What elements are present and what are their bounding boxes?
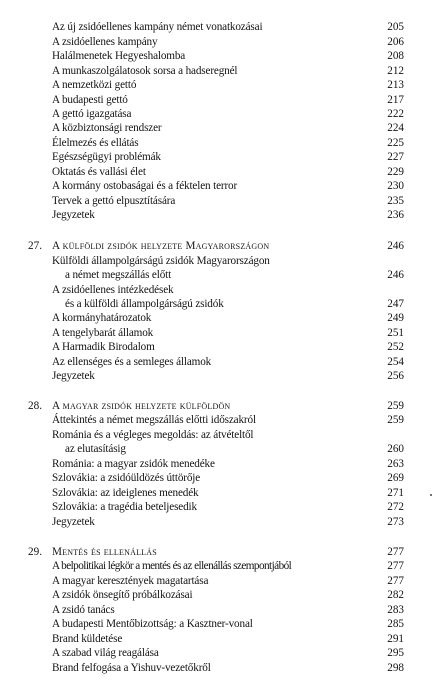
toc-entry <box>0 284 445 297</box>
entry-title: Szlovákia: az ideiglenes menedék <box>52 487 199 499</box>
toc-entry <box>0 443 445 456</box>
entry-title: Áttekintés a német megszállás előtti időszakról <box>52 414 256 426</box>
toc-entry <box>0 516 445 529</box>
entry-title: A belpolitikai légkör a mentés és az ellenállás szempontjából <box>52 560 292 572</box>
entry-title: Jegyzetek <box>52 516 95 528</box>
entry-page: 254 <box>387 356 404 368</box>
entry-title: Élelmezés és ellátás <box>52 137 139 149</box>
entry-page: 272 <box>387 501 404 513</box>
toc-entry <box>0 122 445 135</box>
entry-title: Szlovákia: a tragédia beteljesedik <box>52 501 197 513</box>
toc-entry <box>0 298 445 311</box>
toc-entry <box>0 414 445 427</box>
entry-title: A kormány ostobaságai és a féktelen terror <box>52 180 238 192</box>
entry-title: Tervek a gettó elpusztítására <box>52 195 176 207</box>
toc-entry <box>0 341 445 354</box>
entry-page: 295 <box>387 647 404 659</box>
toc-entry <box>0 604 445 617</box>
entry-title: A nemzetközi gettó <box>52 79 137 91</box>
entry-page: 212 <box>387 65 404 77</box>
entry-page: 251 <box>387 327 404 339</box>
toc-entry <box>0 575 445 588</box>
entry-title: Jegyzetek <box>52 209 95 221</box>
toc-entry <box>0 36 445 49</box>
toc-entry <box>0 209 445 222</box>
chapter-number: 27. <box>28 240 42 252</box>
toc-entry <box>0 79 445 92</box>
entry-page: 283 <box>387 604 404 616</box>
entry-page: 213 <box>387 79 404 91</box>
entry-title: A gettó igazgatása <box>52 108 132 120</box>
entry-title: Oktatás és vallási élet <box>52 166 146 178</box>
entry-page: 230 <box>387 180 404 192</box>
entry-page: 246 <box>387 269 404 281</box>
toc-entry <box>0 647 445 660</box>
entry-page: 260 <box>387 443 404 455</box>
chapter-title: A magyar zsidók helyzete külföldön <box>52 400 231 412</box>
entry-page: 298 <box>387 662 404 674</box>
toc-entry <box>0 65 445 78</box>
entry-title: A munkaszolgálatosok sorsa a hadseregnél <box>52 65 238 77</box>
entry-title: az elutasításig <box>65 443 126 455</box>
toc-entry <box>0 195 445 208</box>
entry-title: A szabad világ reagálása <box>52 647 159 659</box>
entry-title: A zsidóellenes intézkedések <box>52 284 174 296</box>
entry-page: 291 <box>387 633 404 645</box>
toc-entry <box>0 356 445 369</box>
entry-title: A közbiztonsági rendszer <box>52 122 162 134</box>
toc-entry <box>0 180 445 193</box>
chapter-number: 28. <box>28 400 42 412</box>
entry-title: A budapesti Mentőbizottság: a Kasztner-vonal <box>52 618 253 630</box>
entry-title: A zsidóellenes kampány <box>52 36 158 48</box>
entry-title: és a külföldi állampolgárságú zsidók <box>65 298 224 310</box>
toc-entry <box>0 94 445 107</box>
scan-speck <box>430 494 432 496</box>
entry-page: 277 <box>387 575 404 587</box>
entry-title: A zsidók önsegítő próbálkozásai <box>52 589 193 601</box>
entry-page: 285 <box>387 618 404 630</box>
toc-entry <box>0 560 445 573</box>
toc-entry <box>0 151 445 164</box>
entry-page: 227 <box>387 151 404 163</box>
entry-title: A zsidó tanács <box>52 604 115 616</box>
chapter-title: A külföldi zsidók helyzete Magyarországon <box>52 240 270 252</box>
toc-entry <box>0 589 445 602</box>
chapter-page: 246 <box>387 240 404 252</box>
toc-entry <box>0 618 445 631</box>
toc-entry <box>0 487 445 500</box>
entry-page: 269 <box>387 472 404 484</box>
chapter-page: 259 <box>387 400 404 412</box>
entry-title: Románia és a végleges megoldás: az átvételtől <box>52 429 254 441</box>
toc-entry <box>0 633 445 646</box>
entry-page: 259 <box>387 414 404 426</box>
entry-page: 249 <box>387 312 404 324</box>
entry-page: 277 <box>387 560 404 572</box>
toc-entry <box>0 370 445 383</box>
entry-title: Románia: a magyar zsidók menedéke <box>52 458 215 470</box>
toc-entry <box>0 166 445 179</box>
chapter-title: Mentés és ellenállás <box>52 546 157 558</box>
chapter-number: 29. <box>28 546 42 558</box>
entry-page: 263 <box>387 458 404 470</box>
toc-entry <box>0 312 445 325</box>
toc-entry <box>0 472 445 485</box>
entry-page: 273 <box>387 516 404 528</box>
entry-page: 206 <box>387 36 404 48</box>
entry-page: 208 <box>387 50 404 62</box>
entry-title: Brand felfogása a Yishuv-vezetőkről <box>52 662 211 674</box>
entry-page: 282 <box>387 589 404 601</box>
entry-page: 224 <box>387 122 404 134</box>
entry-title: a német megszállás előtt <box>65 269 172 281</box>
toc-entry <box>0 108 445 121</box>
entry-title: A Harmadik Birodalom <box>52 341 155 353</box>
chapter-page: 277 <box>387 546 404 558</box>
entry-title: Szlovákia: a zsidóüldözés úttörője <box>52 472 201 484</box>
toc-entry <box>0 50 445 63</box>
entry-title: Az ellenséges és a semleges államok <box>52 356 212 368</box>
entry-page: 235 <box>387 195 404 207</box>
toc-entry <box>0 429 445 442</box>
entry-title: Jegyzetek <box>52 370 95 382</box>
entry-page: 252 <box>387 341 404 353</box>
entry-title: A budapesti gettó <box>52 94 128 106</box>
toc-entry <box>0 662 445 675</box>
entry-title: Az új zsidóellenes kampány német vonatkozásai <box>52 21 263 33</box>
entry-page: 222 <box>387 108 404 120</box>
entry-page: 236 <box>387 209 404 221</box>
toc-entry <box>0 137 445 150</box>
entry-title: A tengelybarát államok <box>52 327 154 339</box>
entry-page: 205 <box>387 21 404 33</box>
entry-page: 229 <box>387 166 404 178</box>
entry-page: 247 <box>387 298 404 310</box>
chapter-heading <box>0 240 445 253</box>
entry-title: Egészségügyi problémák <box>52 151 161 163</box>
chapter-heading <box>0 546 445 559</box>
chapter-heading <box>0 400 445 413</box>
entry-title: Külföldi állampolgárságú zsidók Magyarországon <box>52 255 270 267</box>
toc-entry <box>0 269 445 282</box>
entry-page: 271 <box>387 487 404 499</box>
toc-entry <box>0 21 445 34</box>
entry-title: Halálmenetek Hegyeshalomba <box>52 50 186 62</box>
entry-page: 217 <box>387 94 404 106</box>
entry-page: 225 <box>387 137 404 149</box>
entry-title: A kormányhatározatok <box>52 312 152 324</box>
entry-page: 256 <box>387 370 404 382</box>
toc-entry <box>0 501 445 514</box>
toc-entry <box>0 327 445 340</box>
toc-entry <box>0 255 445 268</box>
toc-entry <box>0 458 445 471</box>
entry-title: A magyar keresztények magatartása <box>52 575 209 587</box>
entry-title: Brand küldetése <box>52 633 123 645</box>
